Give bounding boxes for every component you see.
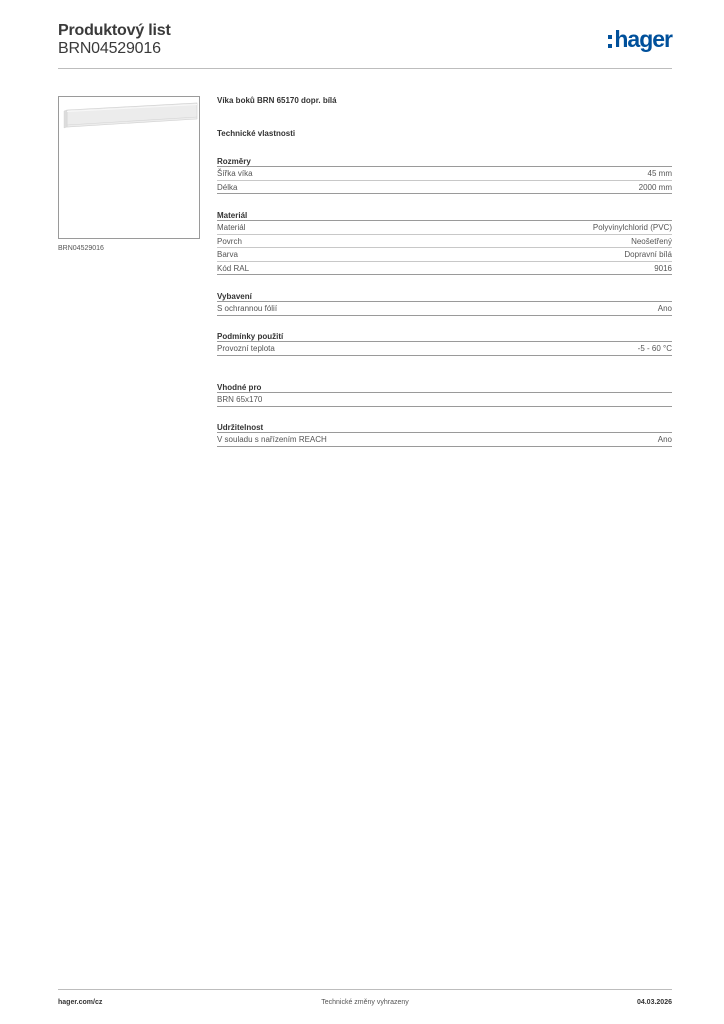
group-title: Rozměry xyxy=(217,156,672,167)
spec-label: Barva xyxy=(217,250,238,259)
cover-profile-illustration xyxy=(59,97,201,240)
footer-website-link[interactable]: hager.com/cz xyxy=(58,999,103,1006)
spec-value: Ano xyxy=(657,304,672,313)
spec-group-material xyxy=(217,210,672,275)
group-title: Podmínky použití xyxy=(217,331,672,342)
document-product-code: BRN04529016 xyxy=(58,40,161,57)
spec-group-suitable-for xyxy=(217,382,672,407)
spec-group-dimensions xyxy=(217,156,672,194)
page-header xyxy=(58,22,672,69)
logo-text: hager xyxy=(614,26,672,52)
footer-note: Technické změny vyhrazeny xyxy=(321,999,409,1006)
spec-label: Provozní teplota xyxy=(217,344,275,353)
spec-value: -5 - 60 °C xyxy=(637,344,672,353)
spec-label: Šířka víka xyxy=(217,169,253,178)
page-footer xyxy=(58,989,672,1013)
product-image xyxy=(58,96,200,239)
image-caption: BRN04529016 xyxy=(58,245,104,252)
group-title: Materiál xyxy=(217,210,672,221)
spec-value: Ano xyxy=(657,435,672,444)
spec-row xyxy=(217,235,672,249)
spec-row xyxy=(217,433,672,447)
spec-group-equipment xyxy=(217,291,672,316)
section-heading: Technické vlastnosti xyxy=(217,129,296,138)
group-title: Udržitelnost xyxy=(217,422,672,433)
product-name: Víka boků BRN 65170 dopr. bílá xyxy=(217,96,337,105)
spec-label: Délka xyxy=(217,182,238,192)
spec-label: V souladu s nařízením REACH xyxy=(217,435,327,444)
spec-value: 2000 mm xyxy=(638,182,672,192)
footer-date: 04.03.2026 xyxy=(636,999,672,1006)
spec-row xyxy=(217,302,672,316)
technical-specs xyxy=(217,96,672,444)
spec-value: Dopravní bílá xyxy=(624,250,672,259)
spec-row xyxy=(217,393,672,407)
spec-label: Povrch xyxy=(217,236,242,246)
group-title: Vybavení xyxy=(217,291,672,302)
spec-label: S ochrannou fólií xyxy=(217,304,278,313)
spec-value: 45 mm xyxy=(647,169,672,178)
group-title: Vhodné pro xyxy=(217,382,672,393)
spec-value: Neošetřený xyxy=(631,236,672,246)
spec-label: Kód RAL xyxy=(217,263,250,273)
spec-group-operating-conditions xyxy=(217,331,672,356)
spec-value: Polyvinylchlorid (PVC) xyxy=(592,223,672,232)
spec-row xyxy=(217,262,672,276)
spec-row xyxy=(217,167,672,181)
document-title: Produktový list xyxy=(58,22,171,39)
spec-group-sustainability xyxy=(217,422,672,447)
spec-row xyxy=(217,248,672,262)
spec-row xyxy=(217,221,672,235)
spec-label: Materiál xyxy=(217,223,246,232)
spec-row xyxy=(217,181,672,195)
spec-value: 9016 xyxy=(654,263,672,273)
logo-dots-icon xyxy=(608,35,612,48)
hager-logo xyxy=(608,28,672,51)
spec-label: BRN 65x170 xyxy=(217,395,263,404)
spec-row xyxy=(217,342,672,356)
